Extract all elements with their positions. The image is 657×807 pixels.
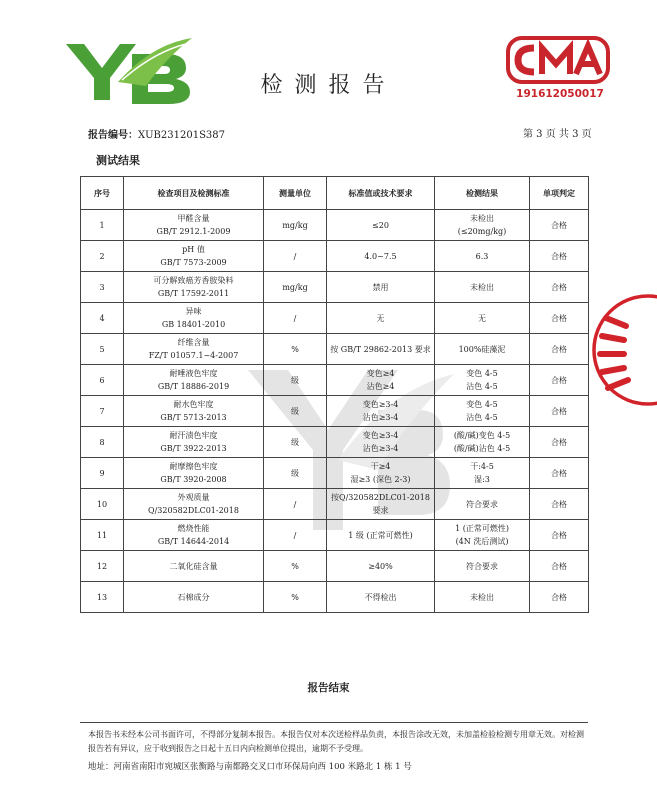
cell-requirement-line: 沾色≥3-4 (362, 444, 399, 453)
cell-item-line: 甲醛含量 (177, 214, 210, 223)
cell-requirement-line: 干≥4 (370, 462, 391, 471)
cell-item-line: GB 18401-2010 (161, 320, 226, 329)
cma-number: 191612050017 (516, 88, 604, 100)
table-row (81, 272, 589, 303)
cell-requirement-line: ≥40% (368, 561, 393, 571)
cell-judgement: 合格 (530, 427, 589, 458)
cell-item-line: GB/T 14644-2014 (157, 537, 230, 546)
cell-judgement: 合格 (530, 303, 589, 334)
cell-item-line: GB/T 7573-2009 (160, 258, 227, 267)
table-row (81, 396, 589, 427)
cell-no: 3 (81, 272, 124, 303)
cell-item-line: 耐摩擦色牢度 (169, 462, 218, 471)
cell-requirement-line: 4.0~7.5 (364, 251, 397, 261)
cell-unit: / (264, 520, 327, 551)
cell-result-line: 干:4-5 (470, 462, 494, 471)
cell-result-line: 变色 4-5 (466, 369, 498, 378)
cell-item-line: 异味 (185, 307, 202, 316)
cell-judgement: 合格 (530, 365, 589, 396)
table-row (81, 334, 589, 365)
cell-result-line: (酸/碱)沾色 4-5 (453, 444, 511, 453)
report-number (88, 126, 225, 141)
cell-item (124, 210, 264, 241)
cell-item-line: GB/T 5713-2013 (160, 413, 227, 422)
table-row (81, 582, 589, 613)
cell-result (435, 365, 530, 396)
cell-item (124, 582, 264, 613)
cell-unit: % (264, 334, 327, 365)
cell-requirement (327, 489, 435, 520)
cell-result (435, 303, 530, 334)
cell-item-line: 外观质量 (177, 493, 210, 502)
cell-unit: / (264, 241, 327, 272)
footer-divider (80, 722, 588, 723)
cell-result-line: 100%硅藻泥 (458, 344, 506, 354)
table-row (81, 489, 589, 520)
cell-result-line: 沾色 4-5 (466, 382, 498, 391)
cell-item-line: 耐汗渍色牢度 (169, 431, 218, 440)
cell-judgement: 合格 (530, 551, 589, 582)
page-indicator: 第 3 页 共 3 页 (523, 129, 592, 140)
cell-result (435, 334, 530, 365)
table-row (81, 520, 589, 551)
cell-item-line: Q/320582DLC01-2018 (148, 506, 239, 515)
cell-unit: / (264, 303, 327, 334)
cell-judgement: 合格 (530, 272, 589, 303)
header-item: 检查项目及检测标准 (124, 177, 264, 210)
cell-no: 10 (81, 489, 124, 520)
cell-result-line: 无 (478, 313, 486, 323)
cell-item (124, 272, 264, 303)
cell-item-line: 纤维含量 (177, 338, 210, 347)
cell-no: 11 (81, 520, 124, 551)
cell-result-line: 符合要求 (466, 561, 498, 571)
cell-requirement (327, 210, 435, 241)
cell-no: 2 (81, 241, 124, 272)
cell-judgement: 合格 (530, 210, 589, 241)
cell-result (435, 582, 530, 613)
cell-result (435, 241, 530, 272)
table-row (81, 241, 589, 272)
header-judgement: 单项判定 (530, 177, 589, 210)
table-row (81, 365, 589, 396)
cell-unit: 级 (264, 365, 327, 396)
cell-unit: / (264, 489, 327, 520)
cell-unit: % (264, 551, 327, 582)
cell-result-line: 变色 4-5 (466, 400, 498, 409)
cell-item-line: 耐唾液色牢度 (169, 369, 218, 378)
cell-requirement (327, 241, 435, 272)
cell-result-line: 1 (正常可燃性) (455, 524, 509, 533)
cell-result-line: (≤20mg/kg) (457, 227, 507, 236)
cell-requirement-line: 沾色≥3-4 (362, 413, 399, 422)
cell-requirement (327, 458, 435, 489)
report-title: 检测报告 (260, 73, 397, 98)
cell-no: 12 (81, 551, 124, 582)
cell-item (124, 520, 264, 551)
cell-judgement: 合格 (530, 520, 589, 551)
cell-requirement-line: 变色≥3-4 (362, 431, 399, 440)
table-header-row (81, 177, 589, 210)
cell-judgement: 合格 (530, 582, 589, 613)
report-end: 报告结束 (307, 682, 350, 694)
cell-requirement-line: 1 级 (正常可燃性) (348, 530, 413, 540)
cell-item-line: 燃烧性能 (177, 524, 210, 533)
cell-item-line: GB/T 3920-2008 (160, 475, 227, 484)
table-row (81, 458, 589, 489)
cell-result (435, 396, 530, 427)
cell-result (435, 427, 530, 458)
cell-item (124, 241, 264, 272)
cell-item-line: GB/T 18886-2019 (157, 382, 230, 391)
cell-item-line: 耐水色牢度 (173, 400, 214, 409)
cell-unit: 级 (264, 396, 327, 427)
table-row (81, 210, 589, 241)
cell-item-line: GB/T 17592-2011 (157, 289, 230, 298)
cell-result (435, 489, 530, 520)
cell-result-line: 符合要求 (466, 499, 498, 509)
header-no: 序号 (81, 177, 124, 210)
section-title: 测试结果 (96, 154, 140, 167)
cell-unit: % (264, 582, 327, 613)
cell-item-line: 二氧化硅含量 (169, 561, 218, 571)
cell-requirement-line: ≤20 (372, 220, 389, 230)
cell-requirement-line: 沾色≥4 (366, 382, 395, 391)
cell-item-line: pH 值 (182, 245, 205, 254)
cell-result-line: (酸/碱)变色 4-5 (453, 431, 511, 440)
cell-requirement-line: 不得检出 (364, 592, 397, 602)
cell-item (124, 458, 264, 489)
cell-requirement (327, 427, 435, 458)
cell-requirement (327, 365, 435, 396)
cell-no: 8 (81, 427, 124, 458)
cell-requirement (327, 334, 435, 365)
cell-item-line: FZ/T 01057.1~4-2007 (148, 351, 239, 360)
cell-result-line: 沾色 4-5 (466, 413, 498, 422)
cell-result (435, 458, 530, 489)
cell-requirement-line: 无 (376, 313, 385, 323)
table-row (81, 303, 589, 334)
cell-item (124, 334, 264, 365)
cell-unit: mg/kg (264, 210, 327, 241)
cell-item-line: 可分解致癌芳香胺染料 (153, 276, 234, 285)
cell-requirement-line: 变色≥3-4 (362, 400, 399, 409)
cell-no: 9 (81, 458, 124, 489)
cell-result-line: (4N 洗后测试) (455, 537, 509, 546)
disclaimer-text: 本报告书未经本公司书面许可，不得部分复制本报告。本报告仅对本次送检样品负责，本报告涂改无效，未加盖检验检测专用章无效。对检测报告若有异议，应于收到报告之日起十五日内向检测单位提出，逾期不予受理。 (88, 730, 584, 753)
cell-requirement (327, 272, 435, 303)
address-text: 地址：河南省南阳市宛城区张衡路与南都路交叉口市环保局向西 100 米路北 1 栋 1 号 (88, 762, 412, 772)
table-body (81, 210, 589, 613)
header-result: 检测结果 (435, 177, 530, 210)
header-unit: 测量单位 (264, 177, 327, 210)
cell-no: 1 (81, 210, 124, 241)
cell-judgement: 合格 (530, 241, 589, 272)
table-row (81, 551, 589, 582)
cell-item (124, 365, 264, 396)
cell-requirement-line: 按 GB/T 29862-2013 要求 (330, 344, 431, 354)
cell-no: 7 (81, 396, 124, 427)
cell-result-line: 湿:3 (474, 475, 490, 484)
report-number-label: 报告编号： (88, 130, 138, 141)
cell-requirement (327, 396, 435, 427)
cell-no: 6 (81, 365, 124, 396)
cell-item-line: GB/T 2912.1-2009 (156, 227, 231, 236)
cell-result-line: 6.3 (475, 251, 489, 261)
cell-item (124, 551, 264, 582)
cell-item (124, 396, 264, 427)
cell-requirement (327, 303, 435, 334)
cell-item-line: GB/T 3922-2013 (160, 444, 227, 453)
cell-requirement-line: 禁用 (372, 282, 389, 292)
cell-no: 13 (81, 582, 124, 613)
cell-requirement-line: 湿≥3 (深色 2-3) (350, 475, 411, 484)
cell-result (435, 520, 530, 551)
table-row (81, 427, 589, 458)
company-seal (586, 290, 657, 410)
cell-result (435, 272, 530, 303)
results-table (80, 176, 589, 613)
header-requirement: 标准值或技术要求 (327, 177, 435, 210)
cell-result (435, 551, 530, 582)
cell-requirement (327, 582, 435, 613)
cell-result-line: 未检出 (470, 214, 494, 223)
cell-item (124, 489, 264, 520)
report-number-value: XUB231201S387 (138, 130, 226, 141)
cell-judgement: 合格 (530, 489, 589, 520)
cell-unit: 级 (264, 427, 327, 458)
cell-result-line: 未检出 (470, 282, 494, 292)
cell-no: 4 (81, 303, 124, 334)
cell-item-line: 石棉成分 (177, 592, 210, 602)
cell-item (124, 303, 264, 334)
cell-requirement (327, 520, 435, 551)
cell-requirement-line: 按Q/320582DLC01-2018 要求 (331, 493, 430, 515)
cell-requirement-line: 变色≥4 (366, 369, 395, 378)
cell-judgement: 合格 (530, 458, 589, 489)
cell-requirement (327, 551, 435, 582)
cell-result-line: 未检出 (470, 592, 494, 602)
cell-result (435, 210, 530, 241)
cell-item (124, 427, 264, 458)
cell-unit: mg/kg (264, 272, 327, 303)
cell-judgement: 合格 (530, 396, 589, 427)
cell-unit: 级 (264, 458, 327, 489)
cell-no: 5 (81, 334, 124, 365)
cell-judgement: 合格 (530, 334, 589, 365)
